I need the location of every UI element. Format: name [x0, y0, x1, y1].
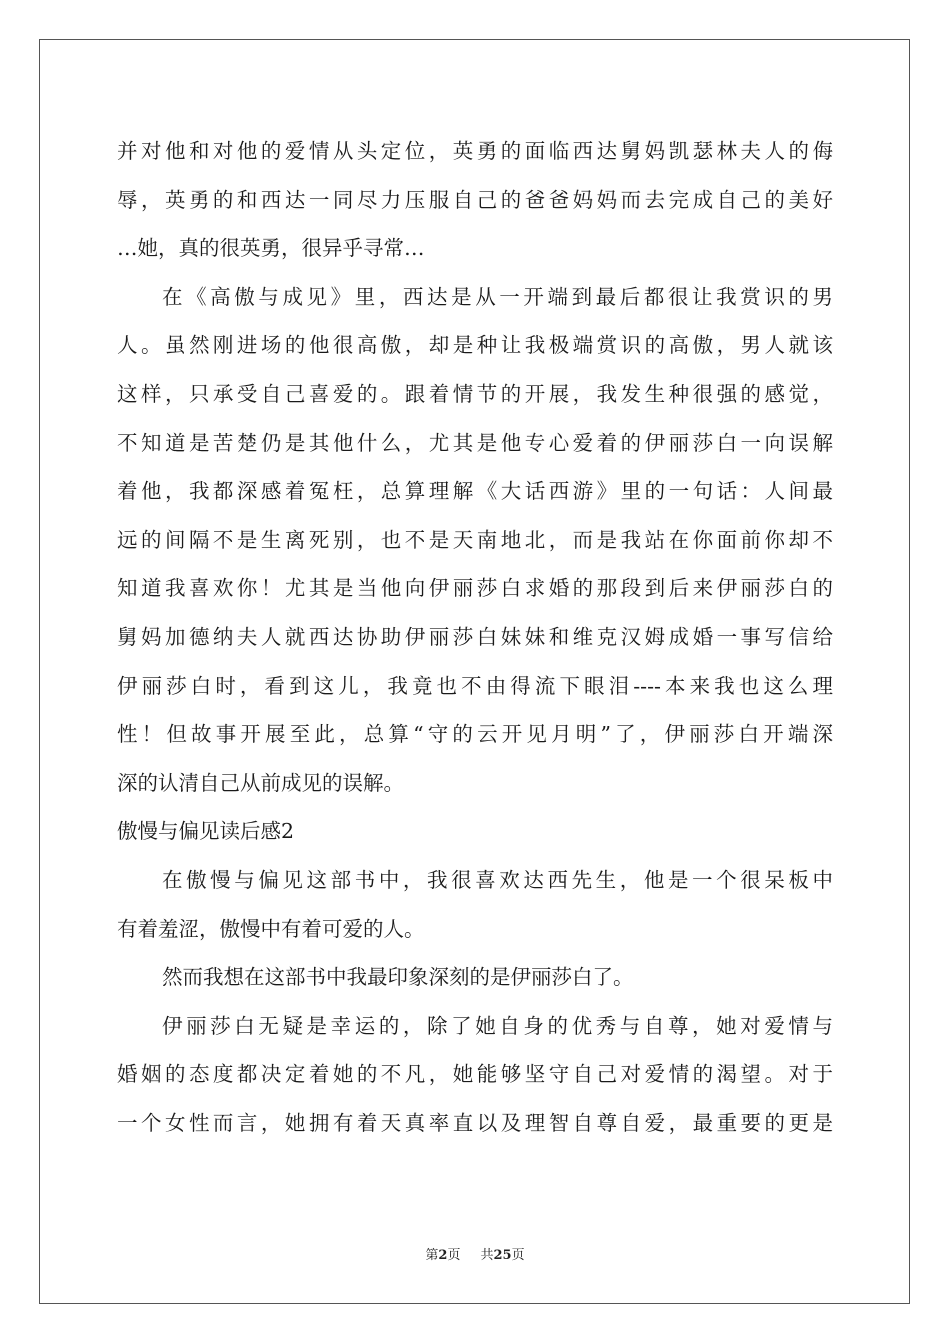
page-number: 2 [438, 1248, 448, 1263]
text-line: 并对他和对他的爱情从头定位，英勇的面临西达舅妈凯瑟林夫人的侮 [117, 139, 833, 163]
text-line: 这样，只承受自己喜爱的。跟着情节的开展，我发生种很强的感觉， [117, 381, 833, 406]
text-line: 知道我喜欢你！尤其是当他向伊丽莎白求婚的那段到后来伊丽莎白的 [117, 576, 833, 601]
total-pages: 25 [493, 1248, 512, 1263]
text-line: …她，真的很英勇，很异乎寻常… [117, 236, 425, 261]
paragraph-start-line: 在《高傲与成见》里，西达是从一开端到最后都很让我赏识的男 [162, 284, 833, 309]
text-line: 不知道是苦楚仍是其他什么，尤其是他专心爱着的伊丽莎白一向误解 [117, 430, 833, 455]
footer-total-prefix: 共 [480, 1248, 494, 1263]
footer-total-suffix: 页 [511, 1248, 525, 1263]
text-line: 婚姻的态度都决定着她的不凡，她能够坚守自己对爱情的渴望。对于 [117, 1062, 833, 1087]
footer-page-suffix: 页 [447, 1248, 461, 1263]
paragraph-start-line: 伊丽莎白无疑是幸运的，除了她自身的优秀与自尊，她对爱情与 [162, 1013, 833, 1038]
text-line: 深的认清自己从前成见的误解。 [117, 770, 404, 795]
document-body [117, 127, 833, 1147]
footer-prefix: 第 [425, 1248, 439, 1263]
text-line: 着他，我都深感着冤枉，总算理解《大话西游》里的一句话：人间最 [117, 479, 833, 504]
text-line: 一个女性而言，她拥有着天真率直以及理智自尊自爱，最重要的更是 [117, 1110, 833, 1135]
page-footer [0, 1244, 950, 1263]
paragraph-start-line: 在傲慢与偏见这部书中，我很喜欢达西先生，他是一个很呆板中 [162, 867, 833, 892]
text-line: 伊丽莎白时，看到这儿，我竟也不由得流下眼泪----本来我也这么理 [117, 673, 833, 698]
text-line: 远的间隔不是生离死别，也不是天南地北，而是我站在你面前你却不 [117, 527, 833, 552]
text-line: 性！但故事开展至此，总算“守的云开见月明”了，伊丽莎白开端深 [117, 722, 833, 747]
paragraph-start-line: 然而我想在这部书中我最印象深刻的是伊丽莎白了。 [162, 965, 634, 990]
text-line: 人。虽然刚进场的他很高傲，却是种让我极端赏识的高傲，男人就该 [117, 333, 833, 358]
section-heading: 傲慢与偏见读后感2 [117, 819, 295, 844]
text-line: 舅妈加德纳夫人就西达协助伊丽莎白妹妹和维克汉姆成婚一事写信给 [117, 624, 833, 649]
text-line: 有着羞涩，傲慢中有着可爱的人。 [117, 916, 425, 941]
text-line: 辱，英勇的和西达一同尽力压服自己的爸爸妈妈而去完成自己的美好 [117, 187, 833, 212]
